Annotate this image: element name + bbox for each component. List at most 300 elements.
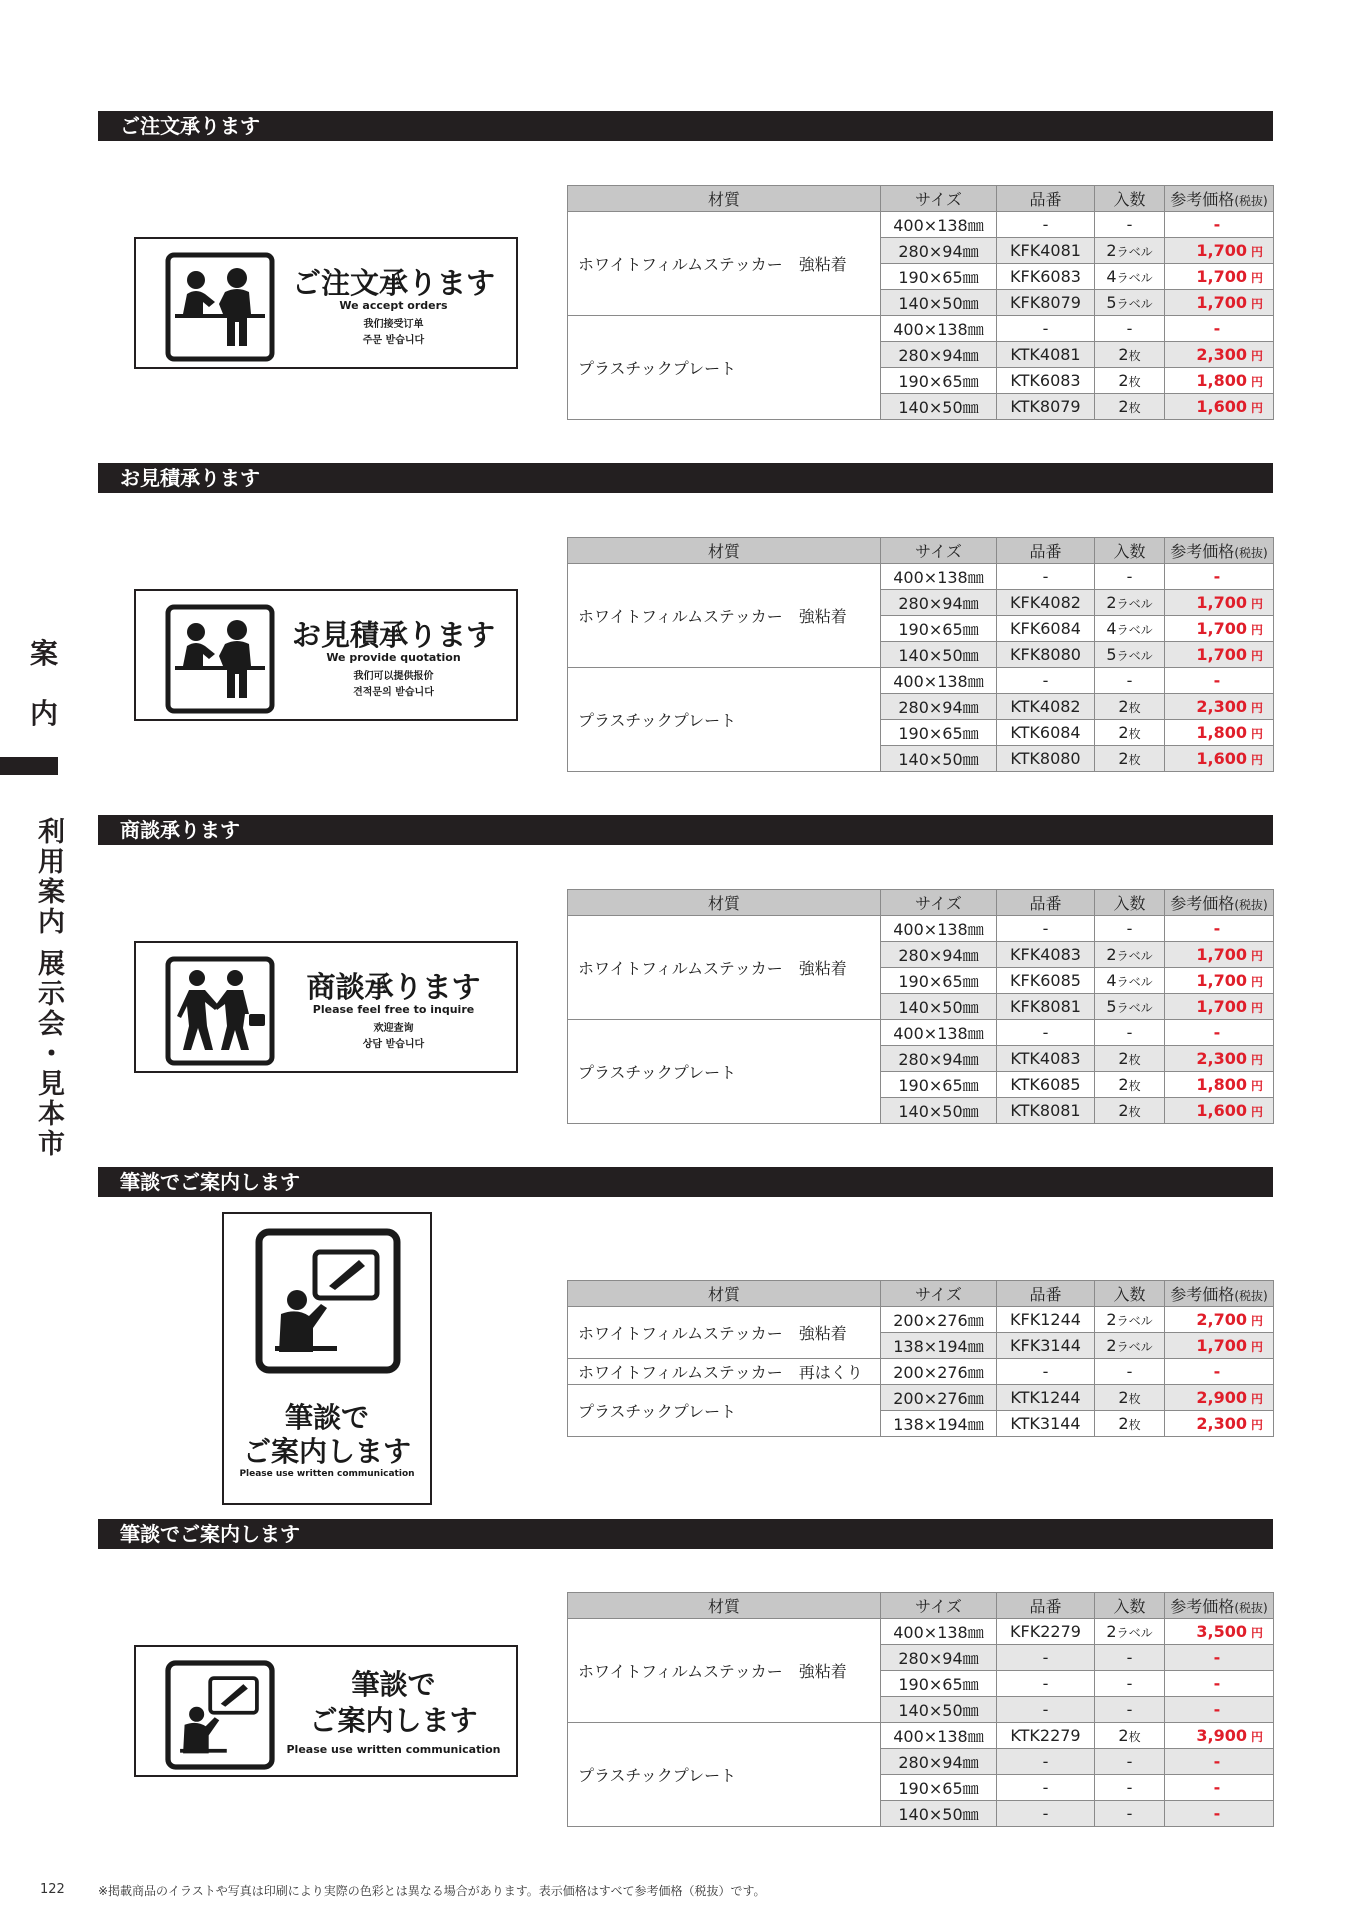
material-cell: ホワイトフィルムステッカー 強粘着 xyxy=(568,916,881,1020)
code-cell: - xyxy=(997,668,1095,694)
sign-written-landscape-en: Please use written communication xyxy=(286,1743,501,1756)
qty-cell xyxy=(1095,1098,1165,1124)
qty-cell xyxy=(1095,1749,1165,1775)
qty-cell xyxy=(1095,1619,1165,1645)
price-value: 1,700 xyxy=(1196,293,1247,312)
code-cell: KFK3144 xyxy=(997,1333,1095,1359)
size-cell: 280×94㎜ xyxy=(881,342,997,368)
material-cell: ホワイトフィルムステッカー 再はくり xyxy=(568,1359,881,1385)
header-size: サイズ xyxy=(881,1593,997,1619)
table-row xyxy=(568,316,1274,342)
handshake-icon xyxy=(165,956,275,1066)
price-unit: 円 xyxy=(1250,349,1263,363)
qty-cell xyxy=(1095,1385,1165,1411)
side-vertical-title: 利用案内 展示会・見本市 xyxy=(33,816,64,1160)
header-qty: 入数 xyxy=(1095,1281,1165,1307)
price-cell xyxy=(1165,668,1274,694)
material-cell: ホワイトフィルムステッカー 強粘着 xyxy=(568,212,881,316)
qty-cell xyxy=(1095,1020,1165,1046)
price-cell xyxy=(1165,616,1274,642)
code-cell: - xyxy=(997,212,1095,238)
price-cell xyxy=(1165,1307,1274,1333)
size-cell: 140×50㎜ xyxy=(881,1697,997,1723)
price-cell xyxy=(1165,394,1274,420)
price-value: 3,900 xyxy=(1196,1726,1247,1745)
qty-cell xyxy=(1095,1723,1165,1749)
qty-unit: ラベル xyxy=(1116,1340,1153,1354)
qty-unit: 枚 xyxy=(1128,349,1141,363)
size-cell: 190×65㎜ xyxy=(881,720,997,746)
size-cell: 400×138㎜ xyxy=(881,916,997,942)
code-cell: KFK8079 xyxy=(997,290,1095,316)
price-value: 2,300 xyxy=(1196,345,1247,364)
header-price xyxy=(1165,1281,1274,1307)
code-cell: - xyxy=(997,1775,1095,1801)
size-cell: 280×94㎜ xyxy=(881,1749,997,1775)
sign-written-landscape xyxy=(134,1645,518,1777)
section-title-written-portrait: 筆談でご案内します xyxy=(98,1167,1273,1197)
table-row xyxy=(568,564,1274,590)
price-value: 1,700 xyxy=(1196,267,1247,286)
code-cell: - xyxy=(997,1749,1095,1775)
qty-cell xyxy=(1095,1671,1165,1697)
code-cell: KTK8079 xyxy=(997,394,1095,420)
sign-inquiry-jp: 商談承ります xyxy=(306,970,481,1004)
size-cell: 140×50㎜ xyxy=(881,290,997,316)
header-code: 品番 xyxy=(997,1281,1095,1307)
header-price xyxy=(1165,1593,1274,1619)
size-cell: 140×50㎜ xyxy=(881,642,997,668)
price-cell xyxy=(1165,1046,1274,1072)
table-row xyxy=(568,1020,1274,1046)
price-cell xyxy=(1165,694,1274,720)
qty-unit: 枚 xyxy=(1128,1105,1141,1119)
price-cell xyxy=(1165,1098,1274,1124)
size-cell: 400×138㎜ xyxy=(881,668,997,694)
qty-cell xyxy=(1095,1775,1165,1801)
table-row xyxy=(568,212,1274,238)
code-cell: KTK6085 xyxy=(997,1072,1095,1098)
table-row xyxy=(568,1385,1274,1411)
material-cell: プラスチックプレート xyxy=(568,668,881,772)
header-size: サイズ xyxy=(881,1281,997,1307)
spec-table-order xyxy=(567,185,1274,420)
sign-inquiry-zh: 欢迎查询 xyxy=(373,1023,414,1034)
price-cell xyxy=(1165,1359,1274,1385)
side-divider xyxy=(0,757,58,775)
price-cell xyxy=(1165,590,1274,616)
qty-cell xyxy=(1095,916,1165,942)
price-value: - xyxy=(1213,319,1221,338)
qty-value: 4 xyxy=(1106,619,1117,638)
price-cell xyxy=(1165,1645,1274,1671)
spec-table-quotation xyxy=(567,537,1274,772)
code-cell: - xyxy=(997,1697,1095,1723)
sign-written-portrait-jp1: 筆談で xyxy=(284,1401,369,1434)
code-cell: KFK6084 xyxy=(997,616,1095,642)
price-cell xyxy=(1165,942,1274,968)
qty-unit: ラベル xyxy=(1116,597,1153,611)
qty-value: 2 xyxy=(1106,1622,1117,1641)
qty-value: 2 xyxy=(1118,371,1129,390)
sign-quotation-ko: 견적문의 받습니다 xyxy=(353,687,434,698)
size-cell: 190×65㎜ xyxy=(881,968,997,994)
header-price-label: 参考価格 xyxy=(1170,894,1235,913)
header-qty: 入数 xyxy=(1095,890,1165,916)
qty-cell xyxy=(1095,342,1165,368)
size-cell: 400×138㎜ xyxy=(881,1619,997,1645)
price-unit: 円 xyxy=(1250,753,1263,767)
price-cell xyxy=(1165,1072,1274,1098)
price-cell xyxy=(1165,994,1274,1020)
qty-cell xyxy=(1095,1645,1165,1671)
header-material: 材質 xyxy=(568,1593,881,1619)
size-cell: 400×138㎜ xyxy=(881,564,997,590)
qty-value: 2 xyxy=(1118,1101,1129,1120)
header-qty: 入数 xyxy=(1095,538,1165,564)
size-cell: 280×94㎜ xyxy=(881,1645,997,1671)
side-label-annai-1: 案 xyxy=(29,637,58,670)
price-value: - xyxy=(1213,1778,1221,1797)
qty-unit: ラベル xyxy=(1116,1314,1153,1328)
size-cell: 200×276㎜ xyxy=(881,1359,997,1385)
table-row xyxy=(568,1307,1274,1333)
qty-cell xyxy=(1095,1072,1165,1098)
size-cell: 140×50㎜ xyxy=(881,1801,997,1827)
price-unit: 円 xyxy=(1250,1626,1263,1640)
size-cell: 280×94㎜ xyxy=(881,1046,997,1072)
qty-unit: ラベル xyxy=(1116,949,1153,963)
qty-unit: 枚 xyxy=(1128,1392,1141,1406)
table-header-row xyxy=(568,1593,1274,1619)
qty-unit: 枚 xyxy=(1128,1053,1141,1067)
qty-cell xyxy=(1095,1801,1165,1827)
qty-cell xyxy=(1095,642,1165,668)
header-material: 材質 xyxy=(568,186,881,212)
price-value: 1,800 xyxy=(1196,371,1247,390)
side-label-annai-2: 内 xyxy=(29,697,58,730)
spec-table-written-landscape xyxy=(567,1592,1274,1827)
price-cell xyxy=(1165,1671,1274,1697)
price-value: 1,700 xyxy=(1196,1336,1247,1355)
size-cell: 138×194㎜ xyxy=(881,1411,997,1437)
table-header-row xyxy=(568,538,1274,564)
sign-order-jp: ご注文承ります xyxy=(291,266,495,300)
qty-value: 2 xyxy=(1106,1336,1117,1355)
qty-unit: ラベル xyxy=(1116,1626,1153,1640)
qty-unit: ラベル xyxy=(1116,271,1153,285)
qty-unit: ラベル xyxy=(1116,1001,1153,1015)
qty-cell xyxy=(1095,616,1165,642)
price-value: - xyxy=(1213,1023,1221,1042)
price-cell xyxy=(1165,1411,1274,1437)
table-header-row xyxy=(568,890,1274,916)
size-cell: 190×65㎜ xyxy=(881,1775,997,1801)
qty-cell xyxy=(1095,1697,1165,1723)
code-cell: KTK8080 xyxy=(997,746,1095,772)
qty-unit: 枚 xyxy=(1128,1418,1141,1432)
price-value: - xyxy=(1213,919,1221,938)
qty-value: 2 xyxy=(1118,1388,1129,1407)
header-code: 品番 xyxy=(997,538,1095,564)
price-cell xyxy=(1165,916,1274,942)
size-cell: 190×65㎜ xyxy=(881,368,997,394)
qty-unit: 枚 xyxy=(1128,401,1141,415)
size-cell: 400×138㎜ xyxy=(881,316,997,342)
sign-inquiry-ko: 상담 받습니다 xyxy=(362,1039,425,1050)
code-cell: KFK8080 xyxy=(997,642,1095,668)
header-price-note: (税抜) xyxy=(1234,1601,1268,1615)
code-cell: KFK6083 xyxy=(997,264,1095,290)
qty-unit: ラベル xyxy=(1116,623,1153,637)
spec-table-written-portrait xyxy=(567,1280,1274,1437)
sign-written-portrait-en: Please use written communication xyxy=(239,1469,415,1479)
price-cell xyxy=(1165,1385,1274,1411)
code-cell: KFK6085 xyxy=(997,968,1095,994)
code-cell: KTK4083 xyxy=(997,1046,1095,1072)
header-price-label: 参考価格 xyxy=(1170,1285,1235,1304)
price-value: 1,800 xyxy=(1196,1075,1247,1094)
qty-unit: 枚 xyxy=(1128,375,1141,389)
code-cell: KFK4083 xyxy=(997,942,1095,968)
price-unit: 円 xyxy=(1250,1053,1263,1067)
qty-unit: 枚 xyxy=(1128,1079,1141,1093)
price-unit: 円 xyxy=(1250,975,1263,989)
price-value: 2,300 xyxy=(1196,1414,1247,1433)
size-cell: 190×65㎜ xyxy=(881,1072,997,1098)
code-cell: KTK2279 xyxy=(997,1723,1095,1749)
code-cell: - xyxy=(997,564,1095,590)
sign-quotation-jp: お見積承ります xyxy=(291,618,495,652)
price-unit: 円 xyxy=(1250,1392,1263,1406)
price-value: - xyxy=(1213,671,1221,690)
qty-unit: 枚 xyxy=(1128,753,1141,767)
size-cell: 200×276㎜ xyxy=(881,1307,997,1333)
price-value: 1,700 xyxy=(1196,645,1247,664)
code-cell: - xyxy=(997,1359,1095,1385)
header-price-note: (税抜) xyxy=(1234,1289,1268,1303)
header-price xyxy=(1165,538,1274,564)
qty-value: - xyxy=(1126,1700,1133,1719)
price-unit: 円 xyxy=(1250,597,1263,611)
price-value: 1,600 xyxy=(1196,749,1247,768)
size-cell: 140×50㎜ xyxy=(881,746,997,772)
qty-cell xyxy=(1095,264,1165,290)
qty-value: 2 xyxy=(1118,1726,1129,1745)
header-price-label: 参考価格 xyxy=(1170,1597,1235,1616)
price-cell xyxy=(1165,1333,1274,1359)
qty-cell xyxy=(1095,290,1165,316)
code-cell: KFK4082 xyxy=(997,590,1095,616)
size-cell: 140×50㎜ xyxy=(881,994,997,1020)
price-cell xyxy=(1165,1697,1274,1723)
qty-value: - xyxy=(1126,671,1133,690)
qty-value: 2 xyxy=(1106,241,1117,260)
sign-inquiry xyxy=(134,941,518,1073)
price-unit: 円 xyxy=(1250,297,1263,311)
sign-written-portrait xyxy=(222,1212,432,1505)
section-title-order: ご注文承ります xyxy=(98,111,1273,141)
price-cell xyxy=(1165,642,1274,668)
price-cell xyxy=(1165,564,1274,590)
material-cell: プラスチックプレート xyxy=(568,1723,881,1827)
qty-value: - xyxy=(1126,1648,1133,1667)
qty-value: 5 xyxy=(1106,997,1117,1016)
qty-cell xyxy=(1095,1411,1165,1437)
price-value: 1,700 xyxy=(1196,971,1247,990)
code-cell: KFK4081 xyxy=(997,238,1095,264)
header-size: サイズ xyxy=(881,186,997,212)
page-number: 122 xyxy=(40,1882,65,1897)
qty-cell xyxy=(1095,668,1165,694)
qty-cell xyxy=(1095,394,1165,420)
price-unit: 円 xyxy=(1250,649,1263,663)
material-cell: ホワイトフィルムステッカー 強粘着 xyxy=(568,1619,881,1723)
price-value: - xyxy=(1213,1648,1221,1667)
material-cell: プラスチックプレート xyxy=(568,1385,881,1437)
price-cell xyxy=(1165,1775,1274,1801)
code-cell: KTK6083 xyxy=(997,368,1095,394)
material-cell: プラスチックプレート xyxy=(568,316,881,420)
price-cell xyxy=(1165,238,1274,264)
qty-cell xyxy=(1095,316,1165,342)
price-value: 2,900 xyxy=(1196,1388,1247,1407)
qty-cell xyxy=(1095,590,1165,616)
header-price xyxy=(1165,890,1274,916)
sign-written-landscape-jp2: ご案内します xyxy=(309,1704,478,1737)
header-price-note: (税抜) xyxy=(1234,194,1268,208)
qty-unit: ラベル xyxy=(1116,297,1153,311)
qty-value: - xyxy=(1126,215,1133,234)
code-cell: - xyxy=(997,916,1095,942)
counter-service-icon xyxy=(165,604,275,714)
price-unit: 円 xyxy=(1250,949,1263,963)
header-code: 品番 xyxy=(997,1593,1095,1619)
code-cell: KTK4081 xyxy=(997,342,1095,368)
size-cell: 400×138㎜ xyxy=(881,1020,997,1046)
price-unit: 円 xyxy=(1250,1001,1263,1015)
price-cell xyxy=(1165,368,1274,394)
code-cell: KFK1244 xyxy=(997,1307,1095,1333)
price-cell xyxy=(1165,1619,1274,1645)
qty-value: 2 xyxy=(1118,345,1129,364)
qty-value: - xyxy=(1126,1804,1133,1823)
price-unit: 円 xyxy=(1250,375,1263,389)
sign-written-portrait-jp2: ご案内します xyxy=(242,1435,411,1468)
size-cell: 280×94㎜ xyxy=(881,694,997,720)
price-value: 1,800 xyxy=(1196,723,1247,742)
header-price-label: 参考価格 xyxy=(1170,542,1235,561)
price-value: 1,700 xyxy=(1196,593,1247,612)
size-cell: 280×94㎜ xyxy=(881,238,997,264)
size-cell: 400×138㎜ xyxy=(881,1723,997,1749)
qty-cell xyxy=(1095,1333,1165,1359)
qty-cell xyxy=(1095,720,1165,746)
footer-note: ※掲載商品のイラストや写真は印刷により実際の色彩とは異なる場合があります。表示価格はすべて参考価格（税抜）です。 xyxy=(98,1884,766,1898)
size-cell: 190×65㎜ xyxy=(881,616,997,642)
price-value: - xyxy=(1213,567,1221,586)
price-unit: 円 xyxy=(1250,1105,1263,1119)
qty-value: 2 xyxy=(1118,697,1129,716)
size-cell: 140×50㎜ xyxy=(881,1098,997,1124)
qty-value: - xyxy=(1126,319,1133,338)
size-cell: 400×138㎜ xyxy=(881,212,997,238)
price-unit: 円 xyxy=(1250,727,1263,741)
qty-unit: ラベル xyxy=(1116,975,1153,989)
qty-cell xyxy=(1095,1046,1165,1072)
qty-value: - xyxy=(1126,919,1133,938)
price-value: 1,700 xyxy=(1196,945,1247,964)
price-cell xyxy=(1165,342,1274,368)
price-cell xyxy=(1165,1749,1274,1775)
qty-value: 2 xyxy=(1118,723,1129,742)
qty-cell xyxy=(1095,212,1165,238)
sign-order-zh: 我们接受订单 xyxy=(363,319,424,330)
size-cell: 280×94㎜ xyxy=(881,590,997,616)
header-material: 材質 xyxy=(568,538,881,564)
writing-board-icon xyxy=(165,1660,275,1770)
sign-order-ko: 주문 받습니다 xyxy=(362,335,425,346)
price-value: - xyxy=(1213,1674,1221,1693)
size-cell: 138×194㎜ xyxy=(881,1333,997,1359)
table-row xyxy=(568,1723,1274,1749)
qty-value: - xyxy=(1126,1778,1133,1797)
size-cell: 190×65㎜ xyxy=(881,264,997,290)
qty-value: 2 xyxy=(1118,1075,1129,1094)
size-cell: 190×65㎜ xyxy=(881,1671,997,1697)
qty-value: 5 xyxy=(1106,645,1117,664)
table-row xyxy=(568,668,1274,694)
sign-order-en: We accept orders xyxy=(339,299,448,312)
price-value: 3,500 xyxy=(1196,1622,1247,1641)
qty-value: - xyxy=(1126,1023,1133,1042)
qty-cell xyxy=(1095,368,1165,394)
header-price xyxy=(1165,186,1274,212)
header-size: サイズ xyxy=(881,890,997,916)
header-price-label: 参考価格 xyxy=(1170,190,1235,209)
qty-cell xyxy=(1095,1307,1165,1333)
price-value: 1,700 xyxy=(1196,619,1247,638)
sign-quotation xyxy=(134,589,518,721)
sign-written-landscape-jp1: 筆談で xyxy=(351,1668,436,1701)
price-value: - xyxy=(1213,1752,1221,1771)
table-row xyxy=(568,916,1274,942)
price-unit: 円 xyxy=(1250,701,1263,715)
price-value: 2,300 xyxy=(1196,1049,1247,1068)
table-header-row xyxy=(568,186,1274,212)
qty-unit: 枚 xyxy=(1128,1730,1141,1744)
size-cell: 280×94㎜ xyxy=(881,942,997,968)
qty-unit: 枚 xyxy=(1128,727,1141,741)
price-value: - xyxy=(1213,1362,1221,1381)
price-unit: 円 xyxy=(1250,1418,1263,1432)
price-cell xyxy=(1165,968,1274,994)
header-size: サイズ xyxy=(881,538,997,564)
spec-table-inquiry xyxy=(567,889,1274,1124)
header-material: 材質 xyxy=(568,890,881,916)
qty-unit: ラベル xyxy=(1116,649,1153,663)
material-cell: ホワイトフィルムステッカー 強粘着 xyxy=(568,564,881,668)
price-cell xyxy=(1165,264,1274,290)
counter-service-icon xyxy=(165,252,275,362)
size-cell: 200×276㎜ xyxy=(881,1385,997,1411)
qty-cell xyxy=(1095,564,1165,590)
qty-value: - xyxy=(1126,1752,1133,1771)
header-price-note: (税抜) xyxy=(1234,546,1268,560)
price-value: 2,700 xyxy=(1196,1310,1247,1329)
price-unit: 円 xyxy=(1250,1730,1263,1744)
qty-cell xyxy=(1095,694,1165,720)
